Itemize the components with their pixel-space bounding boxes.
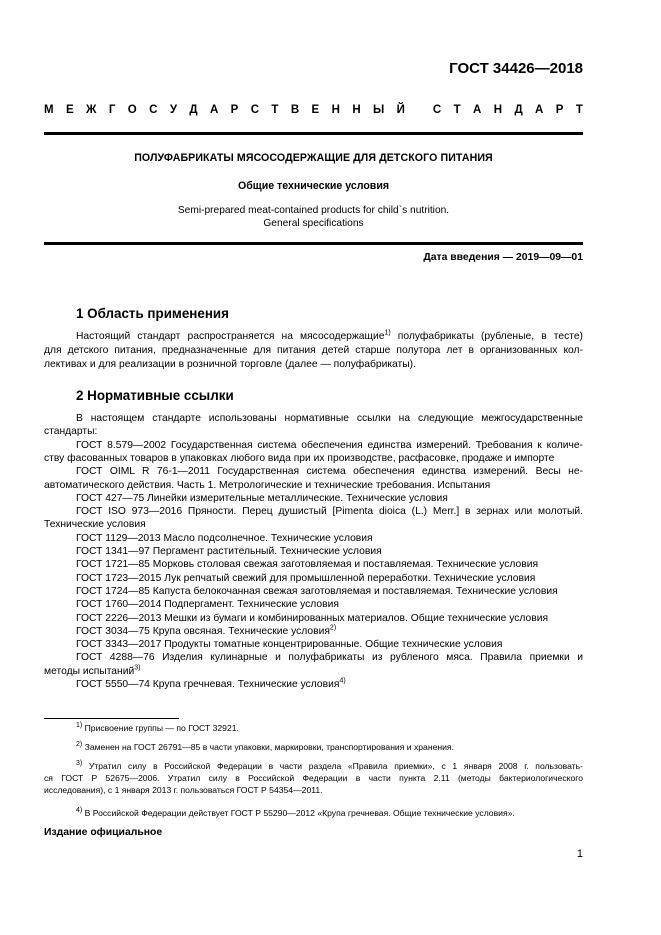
banner-letter: М <box>44 104 54 116</box>
banner-letter: Е <box>311 104 320 116</box>
reference-line <box>76 651 583 664</box>
reference-line <box>76 572 583 585</box>
reference-line <box>44 518 583 531</box>
header-rule <box>44 132 583 135</box>
banner-letter: Р <box>555 104 564 116</box>
reference-line <box>44 452 583 465</box>
banner-letter: В <box>290 104 300 116</box>
reference-line <box>44 425 583 438</box>
line-text: ГОСТ 8.579—2002 Государственная система обеспечения единства измерений. Требования к количе- <box>76 439 583 451</box>
reference-line <box>76 532 583 545</box>
section-1-line <box>44 344 583 357</box>
reference-line <box>76 638 583 651</box>
banner-letter: Т <box>271 104 279 116</box>
interstate-standard-banner <box>44 104 583 120</box>
footnote-marker: 3) <box>76 760 83 768</box>
official-edition-label: Издание официальное <box>44 827 163 838</box>
line-text: ГОСТ 1723—2015 Лук репчатый свежий для промышленной переработки. Технические условия <box>76 572 536 584</box>
footnote-marker: 4) <box>76 807 83 815</box>
document-title: ПОЛУФАБРИКАТЫ МЯСОСОДЕРЖАЩИЕ ДЛЯ ДЕТСКОГО ПИТАНИЯ <box>134 152 493 164</box>
footnote-text: Присвоение группы — по ГОСТ 32921. <box>82 723 239 733</box>
reference-line <box>76 505 583 518</box>
reference-line <box>44 479 583 492</box>
banner-letter: Н <box>331 104 340 116</box>
footnote-2 <box>44 741 583 753</box>
banner-letter <box>417 104 420 120</box>
line-text: для детского питания, предназначенные для питания детей старше полутора лет в организованных кол- <box>44 345 583 356</box>
footnote-line <box>44 784 583 796</box>
banner-letter: Й <box>396 104 405 116</box>
reference-line <box>76 465 583 478</box>
footnote-line <box>44 807 583 819</box>
footnote-4 <box>44 807 583 819</box>
banner-letter: О <box>127 104 137 116</box>
banner-letter: Н <box>493 104 503 116</box>
line-text: ГОСТ 1724—85 Капуста белокочанная свежая заготовляемая и поставляемая. Технические условия <box>76 585 558 597</box>
banner-letter: А <box>209 104 219 116</box>
section-1-line <box>44 358 583 371</box>
line-text: ГОСТ 1341—97 Пергамент растительный. Технические условия <box>76 546 382 557</box>
banner-letter: С <box>250 104 260 116</box>
footnote-text: Заменен на ГОСТ 26791—85 в части упаковки, маркировки, транспортирования и хранения. <box>82 742 454 752</box>
footnote-1 <box>44 722 583 734</box>
banner-letter: А <box>535 104 544 116</box>
line-text: Технические условия <box>44 519 146 531</box>
line-text: стандарты: <box>44 426 98 438</box>
footnote-separator <box>44 718 179 719</box>
reference-line <box>76 492 583 505</box>
line-text: В настоящем стандарте использованы нормативные ссылки на следующие межгосударственные <box>76 413 583 424</box>
footnote-line <box>44 772 583 784</box>
reference-line <box>76 678 583 691</box>
line-text: ГОСТ 5550—74 Крупа гречневая. Технические условия <box>76 679 340 690</box>
line-text: ГОСТ OIML R 76-1—2011 Государственная система обеспечения единства измерений. Весы не- <box>76 466 583 478</box>
document-subtitle: Общие технические условия <box>237 180 390 192</box>
footnote-marker: 1) <box>76 722 83 730</box>
footnote-text: В Российской Федерации действует ГОСТ Р 55290—2012 «Крупа гречневая. Общие технические условия». <box>82 808 515 818</box>
banner-letter: С <box>149 104 158 116</box>
banner-letter: Д <box>514 104 523 116</box>
footnote-reference[interactable]: 2) <box>329 624 337 632</box>
line-text: методы испытаний <box>44 665 135 677</box>
reference-line <box>76 439 583 452</box>
line-text: ству фасованных товаров в упаковках любого вида при их производстве, расфасовке, продаже и импорте <box>44 452 555 464</box>
reference-line <box>44 665 583 678</box>
line-text: автоматического действия. Часть 1. Метрологические и технические требования. Испытания <box>44 479 491 491</box>
footnote-text: Утратил силу в Российской Федерации в части раздела «Правила приемки», с 1 января 2008 г. пользовать- <box>82 761 583 771</box>
line-text: полуфабрикаты (рубленые, в тесте) <box>390 331 583 342</box>
banner-letter: Ы <box>373 104 385 116</box>
footnote-line <box>44 741 583 753</box>
reference-line <box>76 412 583 425</box>
footnote-text: исследования), с 1 января 2013 г. пользоваться ГОСТ Р 54354—2011. <box>44 785 323 795</box>
banner-letter: Д <box>189 104 198 116</box>
page-number: 1 <box>576 848 583 860</box>
reference-line <box>76 598 583 611</box>
line-text: ГОСТ 3343—2017 Продукты томатные концентрированные. Общие технические условия <box>76 639 503 651</box>
line-text: ГОСТ 427—75 Линейки измерительные металлические. Технические условия <box>76 492 448 504</box>
line-text: ГОСТ 2226—2013 Мешки из бумаги и комбинированных материалов. Общие технические условия <box>76 612 549 624</box>
line-text: Настоящий стандарт распространяется на мясосодержащие <box>76 331 385 342</box>
introduction-date: Дата введения — 2019—09—01 <box>423 252 583 263</box>
english-title-line-1: Semi-prepared meat-contained products for child`s nutrition. <box>177 205 450 216</box>
line-text: ГОСТ 3034—75 Крупа овсяная. Технические условия <box>76 625 330 637</box>
section-1-line <box>76 330 583 343</box>
banner-letter: Ж <box>86 104 97 116</box>
line-text: ГОСТ 4288—76 Изделия кулинарные и полуфабрикаты из рубленого мяса. Правила приемки и <box>76 652 583 664</box>
line-text: ГОСТ ISO 973—2016 Пряности. Перец душистый [Pimenta dioica (L.) Merr.] в зернах или молотый. <box>76 506 583 518</box>
banner-letter: У <box>169 104 177 116</box>
gost-number: ГОСТ 34426—2018 <box>449 60 583 77</box>
section-2-heading: 2 Нормативные ссылки <box>76 388 234 403</box>
banner-letter: А <box>473 104 482 116</box>
reference-line <box>76 558 583 571</box>
reference-line <box>76 625 583 638</box>
footnote-text: ся ГОСТ Р 52675—2006. Утратил силу в Российской Федерации в части пункта 2.11 (методы бактериологического <box>44 773 583 783</box>
banner-letter: Р <box>230 104 239 116</box>
banner-letter: Н <box>352 104 361 116</box>
banner-letter: С <box>432 104 442 116</box>
footnote-reference[interactable]: 1) <box>384 329 391 337</box>
english-title-line-2: General specifications <box>263 218 364 229</box>
line-text: лективах и для реализации в розничной торговле (далее — полуфабрикаты). <box>44 359 416 370</box>
footnote-3 <box>44 760 583 796</box>
reference-line <box>76 612 583 625</box>
title-rule <box>44 242 583 245</box>
line-text: ГОСТ 1721—85 Морковь столовая свежая заготовляемая и поставляемая. Технические условия <box>76 559 539 571</box>
line-text: ГОСТ 1760—2014 Подпергамент. Технические условия <box>76 599 339 611</box>
footnote-reference[interactable]: 3) <box>134 664 141 672</box>
footnote-line <box>44 760 583 772</box>
footnote-reference[interactable]: 4) <box>339 677 346 685</box>
banner-letter: Е <box>65 104 74 116</box>
line-text: ГОСТ 1129—2013 Масло подсолнечное. Технические условия <box>76 532 373 544</box>
footnote-line <box>44 722 583 734</box>
section-1-heading: 1 Область применения <box>76 306 229 321</box>
banner-letter: Т <box>575 104 583 116</box>
banner-letter: Г <box>108 104 116 116</box>
banner-letter: Т <box>453 104 461 116</box>
footnote-marker: 2) <box>76 741 83 749</box>
reference-line <box>76 545 583 558</box>
reference-line <box>76 585 583 598</box>
